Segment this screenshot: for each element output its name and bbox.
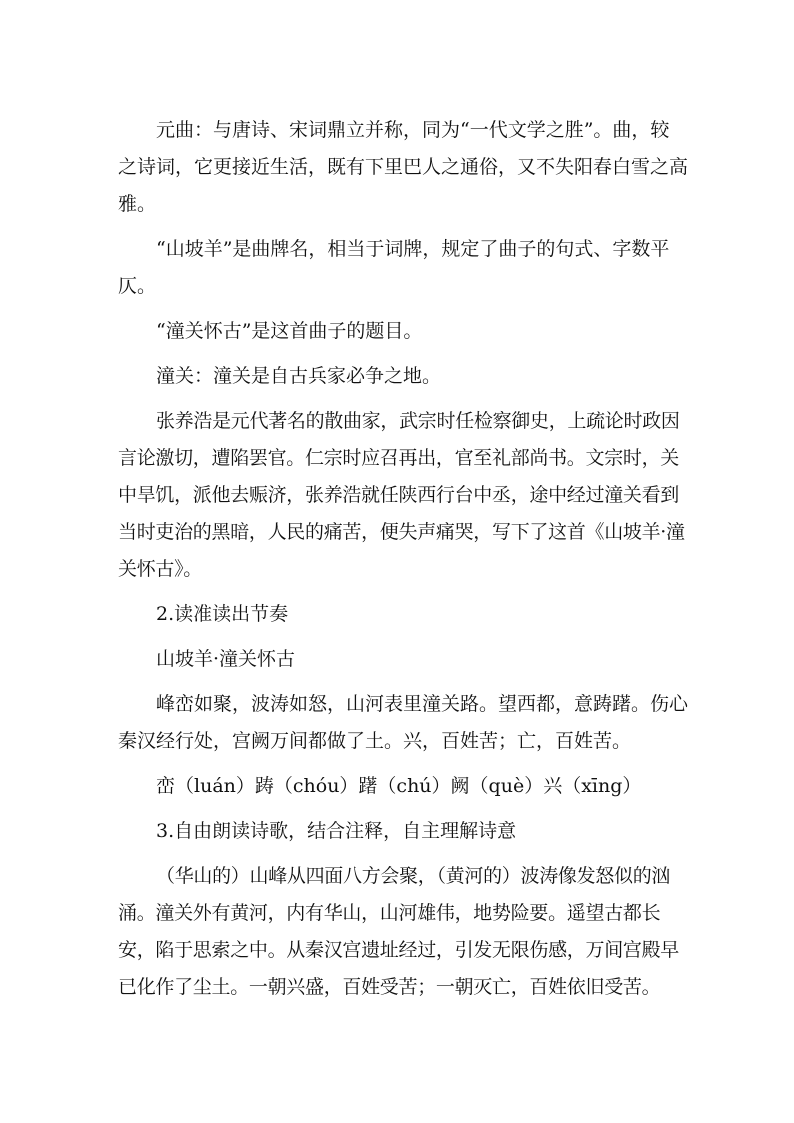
poem-title: 山坡羊·潼关怀古 — [156, 648, 296, 670]
section-heading-rhythm: 2.读准读出节奏 — [156, 603, 289, 625]
pronunciation-line: 峦（luán）踌（chóu）躇（chú）阙（què）兴（xīng） — [156, 775, 642, 797]
section-heading-understanding: 3.自由朗读诗歌，结合注释，自主理解诗意 — [156, 820, 517, 842]
author-background-paragraph: 张养浩是元代著名的散曲家，武宗时任检察御史，上疏论时政因言论激切，遭陷罢官。仁宗时应召再出，官至礼部尚书。文宗时，关中旱饥，派他去赈济，张养浩就任陕西行台中丞，途中经过潼关看到当时吏治的黑暗，人民的痛苦，便失声痛哭，写下了这首《山坡羊·潼关怀古》。 — [118, 410, 685, 580]
intro-yuanqu-paragraph: 元曲：与唐诗、宋词鼎立并称，同为“一代文学之胜”。曲，较之诗词，它更接近生活，既有下里巴人之通俗，又不失阳春白雪之高雅。 — [118, 119, 689, 215]
document-page — [118, 112, 688, 1006]
poem-text-paragraph: 峰峦如聚，波涛如怒，山河表里潼关路。望西都，意踌躇。伤心秦汉经行处，宫阙万间都做了土。兴，百姓苦；亡，百姓苦。 — [118, 693, 689, 752]
tongguan-explanation-paragraph: 潼关：潼关是自古兵家必争之地。 — [156, 365, 442, 387]
poem-meaning-paragraph: （华山的）山峰从四面八方会聚，（黄河的）波涛像发怒似的汹涌。潼关外有黄河，内有华山，山河雄伟，地势险要。遥望古都长安，陷于思索之中。从秦汉宫遗址经过，引发无限伤感，万间宫殿早已化作了尘土。一朝兴盛，百姓受苦；一朝灭亡，百姓依旧受苦。 — [118, 865, 680, 998]
title-explanation-paragraph: “潼关怀古”是这首曲子的题目。 — [156, 320, 423, 342]
shanpoyang-definition-paragraph: “山坡羊”是曲牌名，相当于词牌，规定了曲子的句式、字数平仄。 — [118, 238, 670, 297]
